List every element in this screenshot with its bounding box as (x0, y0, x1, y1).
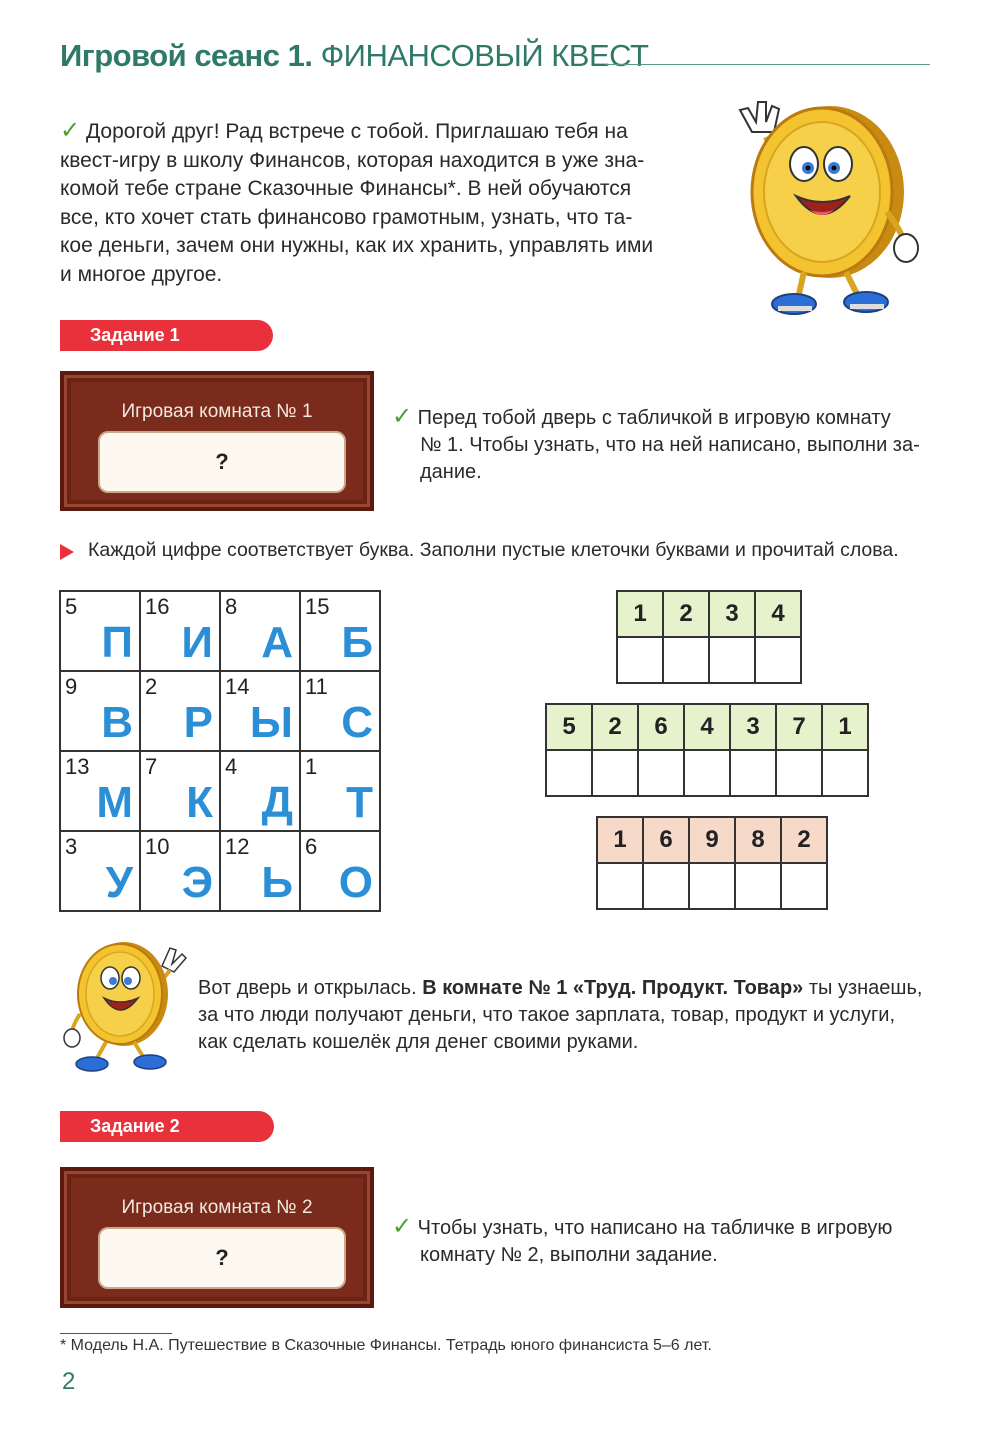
task-1-line-2: № 1. Чтобы узнать, что на ней написано, выполни за- (420, 434, 920, 456)
cipher-letter: Д (261, 778, 293, 827)
intro-line-5: кое деньги, зачем они нужны, как их хранить, управлять ими (60, 234, 654, 257)
intro-line-6: и многое другое. (60, 262, 223, 286)
answer-cell[interactable] (776, 750, 822, 796)
digit-cell: 2 (781, 817, 827, 863)
cipher-number: 16 (145, 594, 170, 619)
room-2-plaque-title: Игровая комната № 2 (121, 1197, 313, 1218)
cipher-number: 9 (65, 674, 78, 699)
digit-cell: 3 (709, 591, 755, 637)
task-2-line-2: комнату № 2, выполни задание. (420, 1244, 718, 1266)
cipher-cell (220, 671, 300, 751)
door-paragraph (198, 975, 958, 1056)
cipher-number: 8 (225, 594, 238, 619)
cipher-number: 6 (305, 834, 318, 859)
digit-cell: 8 (735, 817, 781, 863)
door-line-2: за что люди получают деньги, что такое зарплата, товар, продукт и услуги, (198, 1004, 896, 1026)
digit-cell: 6 (638, 704, 684, 750)
cipher-letter: П (101, 618, 133, 667)
cipher-cell (140, 591, 220, 671)
check-icon: ✓ (392, 1213, 413, 1240)
answer-cell[interactable] (638, 750, 684, 796)
answer-cell[interactable] (709, 637, 755, 683)
cipher-letter: Т (346, 778, 373, 827)
bullet-triangle-icon (60, 544, 74, 560)
door-text-after: ты узнаешь, (803, 977, 923, 999)
cipher-letter: А (261, 618, 293, 667)
digit-cell: 4 (684, 704, 730, 750)
answer-cell[interactable] (684, 750, 730, 796)
cipher-number: 15 (305, 594, 330, 619)
answer-cell[interactable] (617, 637, 663, 683)
cipher-number: 14 (225, 674, 250, 699)
cipher-letter: О (338, 858, 373, 907)
answer-cell[interactable] (735, 863, 781, 909)
footnote: * Модель Н.А. Путешествие в Сказочные Финансы. Тетрадь юного финансиста 5–6 лет. (60, 1337, 712, 1354)
cipher-number: 7 (145, 754, 158, 779)
task-2-label: Задание 2 (60, 1111, 274, 1142)
task-1-instruction: Каждой цифре соответствует буква. Заполни пустые клеточки буквами и прочитай слова. (88, 539, 899, 561)
digit-cell: 5 (546, 704, 592, 750)
cipher-letter: Б (341, 618, 373, 667)
task-2-text (392, 1213, 952, 1269)
cipher-cell (60, 831, 140, 911)
cipher-letter: В (101, 698, 133, 747)
digit-cell: 1 (822, 704, 868, 750)
cipher-number: 11 (305, 674, 328, 699)
room-1-plaque-title: Игровая комната № 1 (121, 401, 313, 422)
digit-cell: 3 (730, 704, 776, 750)
cipher-cell (220, 591, 300, 671)
cipher-cell (140, 751, 220, 831)
intro-paragraph (60, 117, 700, 289)
room-1-plaque (60, 371, 374, 511)
cipher-letter: М (96, 778, 133, 827)
cipher-cell (300, 591, 380, 671)
cipher-cell (220, 831, 300, 911)
answer-cell[interactable] (689, 863, 735, 909)
coin-mascot-small-illustration (62, 936, 190, 1074)
cipher-cell (60, 751, 140, 831)
cipher-number: 13 (65, 754, 90, 779)
page-title (60, 38, 648, 74)
intro-line-2: квест-игру в школу Финансов, которая находится в уже зна- (60, 148, 645, 172)
footnote-rule (60, 1333, 172, 1334)
cipher-letter: Р (183, 698, 213, 747)
digit-cell: 7 (776, 704, 822, 750)
coin-mascot-illustration (722, 92, 932, 322)
answer-grid-word-1 (616, 590, 802, 684)
digit-cell: 9 (689, 817, 735, 863)
cipher-number: 4 (225, 754, 238, 779)
cipher-number: 3 (65, 834, 78, 859)
cipher-number: 12 (225, 834, 250, 859)
door-text-bold: В комнате № 1 «Труд. Продукт. Товар» (422, 977, 804, 999)
cipher-letter: Э (181, 858, 213, 907)
answer-grid-word-2 (545, 703, 869, 797)
digit-cell: 2 (663, 591, 709, 637)
digit-cell: 1 (597, 817, 643, 863)
task-1-line-1: Перед тобой дверь с табличкой в игровую комнату (417, 407, 891, 429)
page-title-bold: Игровой сеанс 1. (60, 38, 313, 73)
cipher-letter: Ы (249, 698, 293, 747)
cipher-letter: К (186, 778, 213, 827)
room-1-plaque-answer: ? (98, 431, 346, 493)
cipher-cell (60, 591, 140, 671)
answer-cell[interactable] (546, 750, 592, 796)
task-1-label: Задание 1 (60, 320, 273, 351)
cipher-cell (220, 751, 300, 831)
answer-cell[interactable] (730, 750, 776, 796)
intro-line-4: все, кто хочет стать финансово грамотным, узнать, что та- (60, 205, 633, 229)
door-text-before: Вот дверь и открылась. (198, 977, 423, 999)
cipher-grid (59, 590, 381, 912)
cipher-cell (300, 831, 380, 911)
title-rule (605, 64, 930, 65)
cipher-cell (140, 831, 220, 911)
answer-cell[interactable] (597, 863, 643, 909)
answer-grid-word-3 (596, 816, 828, 910)
intro-line-1: Дорогой друг! Рад встрече с тобой. Приглашаю тебя на (85, 120, 628, 143)
page-number: 2 (62, 1368, 76, 1395)
intro-line-3: комой тебе стране Сказочные Финансы*. В ней обучаются (60, 177, 632, 200)
digit-cell: 2 (592, 704, 638, 750)
cipher-cell (300, 751, 380, 831)
room-2-plaque-answer: ? (98, 1227, 346, 1289)
task-1-line-3: дание. (420, 461, 482, 483)
digit-cell: 4 (755, 591, 801, 637)
cipher-letter: У (105, 858, 133, 907)
cipher-cell (300, 671, 380, 751)
check-icon: ✓ (392, 403, 413, 430)
digit-cell: 6 (643, 817, 689, 863)
check-icon: ✓ (60, 117, 81, 144)
cipher-cell (60, 671, 140, 751)
answer-cell[interactable] (755, 637, 801, 683)
page-title-rest: ФИНАНСОВЫЙ КВЕСТ (320, 38, 649, 73)
cipher-number: 2 (145, 674, 158, 699)
cipher-letter: И (181, 618, 213, 667)
cipher-number: 1 (305, 754, 318, 779)
cipher-number: 10 (145, 834, 170, 859)
cipher-letter: С (341, 698, 373, 747)
cipher-letter: Ь (261, 858, 293, 907)
task-2-line-1: Чтобы узнать, что написано на табличке в игровую (417, 1217, 893, 1239)
answer-cell[interactable] (663, 637, 709, 683)
door-line-3: как сделать кошелёк для денег своими руками. (198, 1031, 639, 1053)
room-2-plaque (60, 1167, 374, 1308)
cipher-cell (140, 671, 220, 751)
answer-cell[interactable] (592, 750, 638, 796)
digit-cell: 1 (617, 591, 663, 637)
cipher-number: 5 (65, 594, 78, 619)
answer-cell[interactable] (781, 863, 827, 909)
task-1-text (392, 403, 952, 486)
answer-cell[interactable] (643, 863, 689, 909)
answer-cell[interactable] (822, 750, 868, 796)
